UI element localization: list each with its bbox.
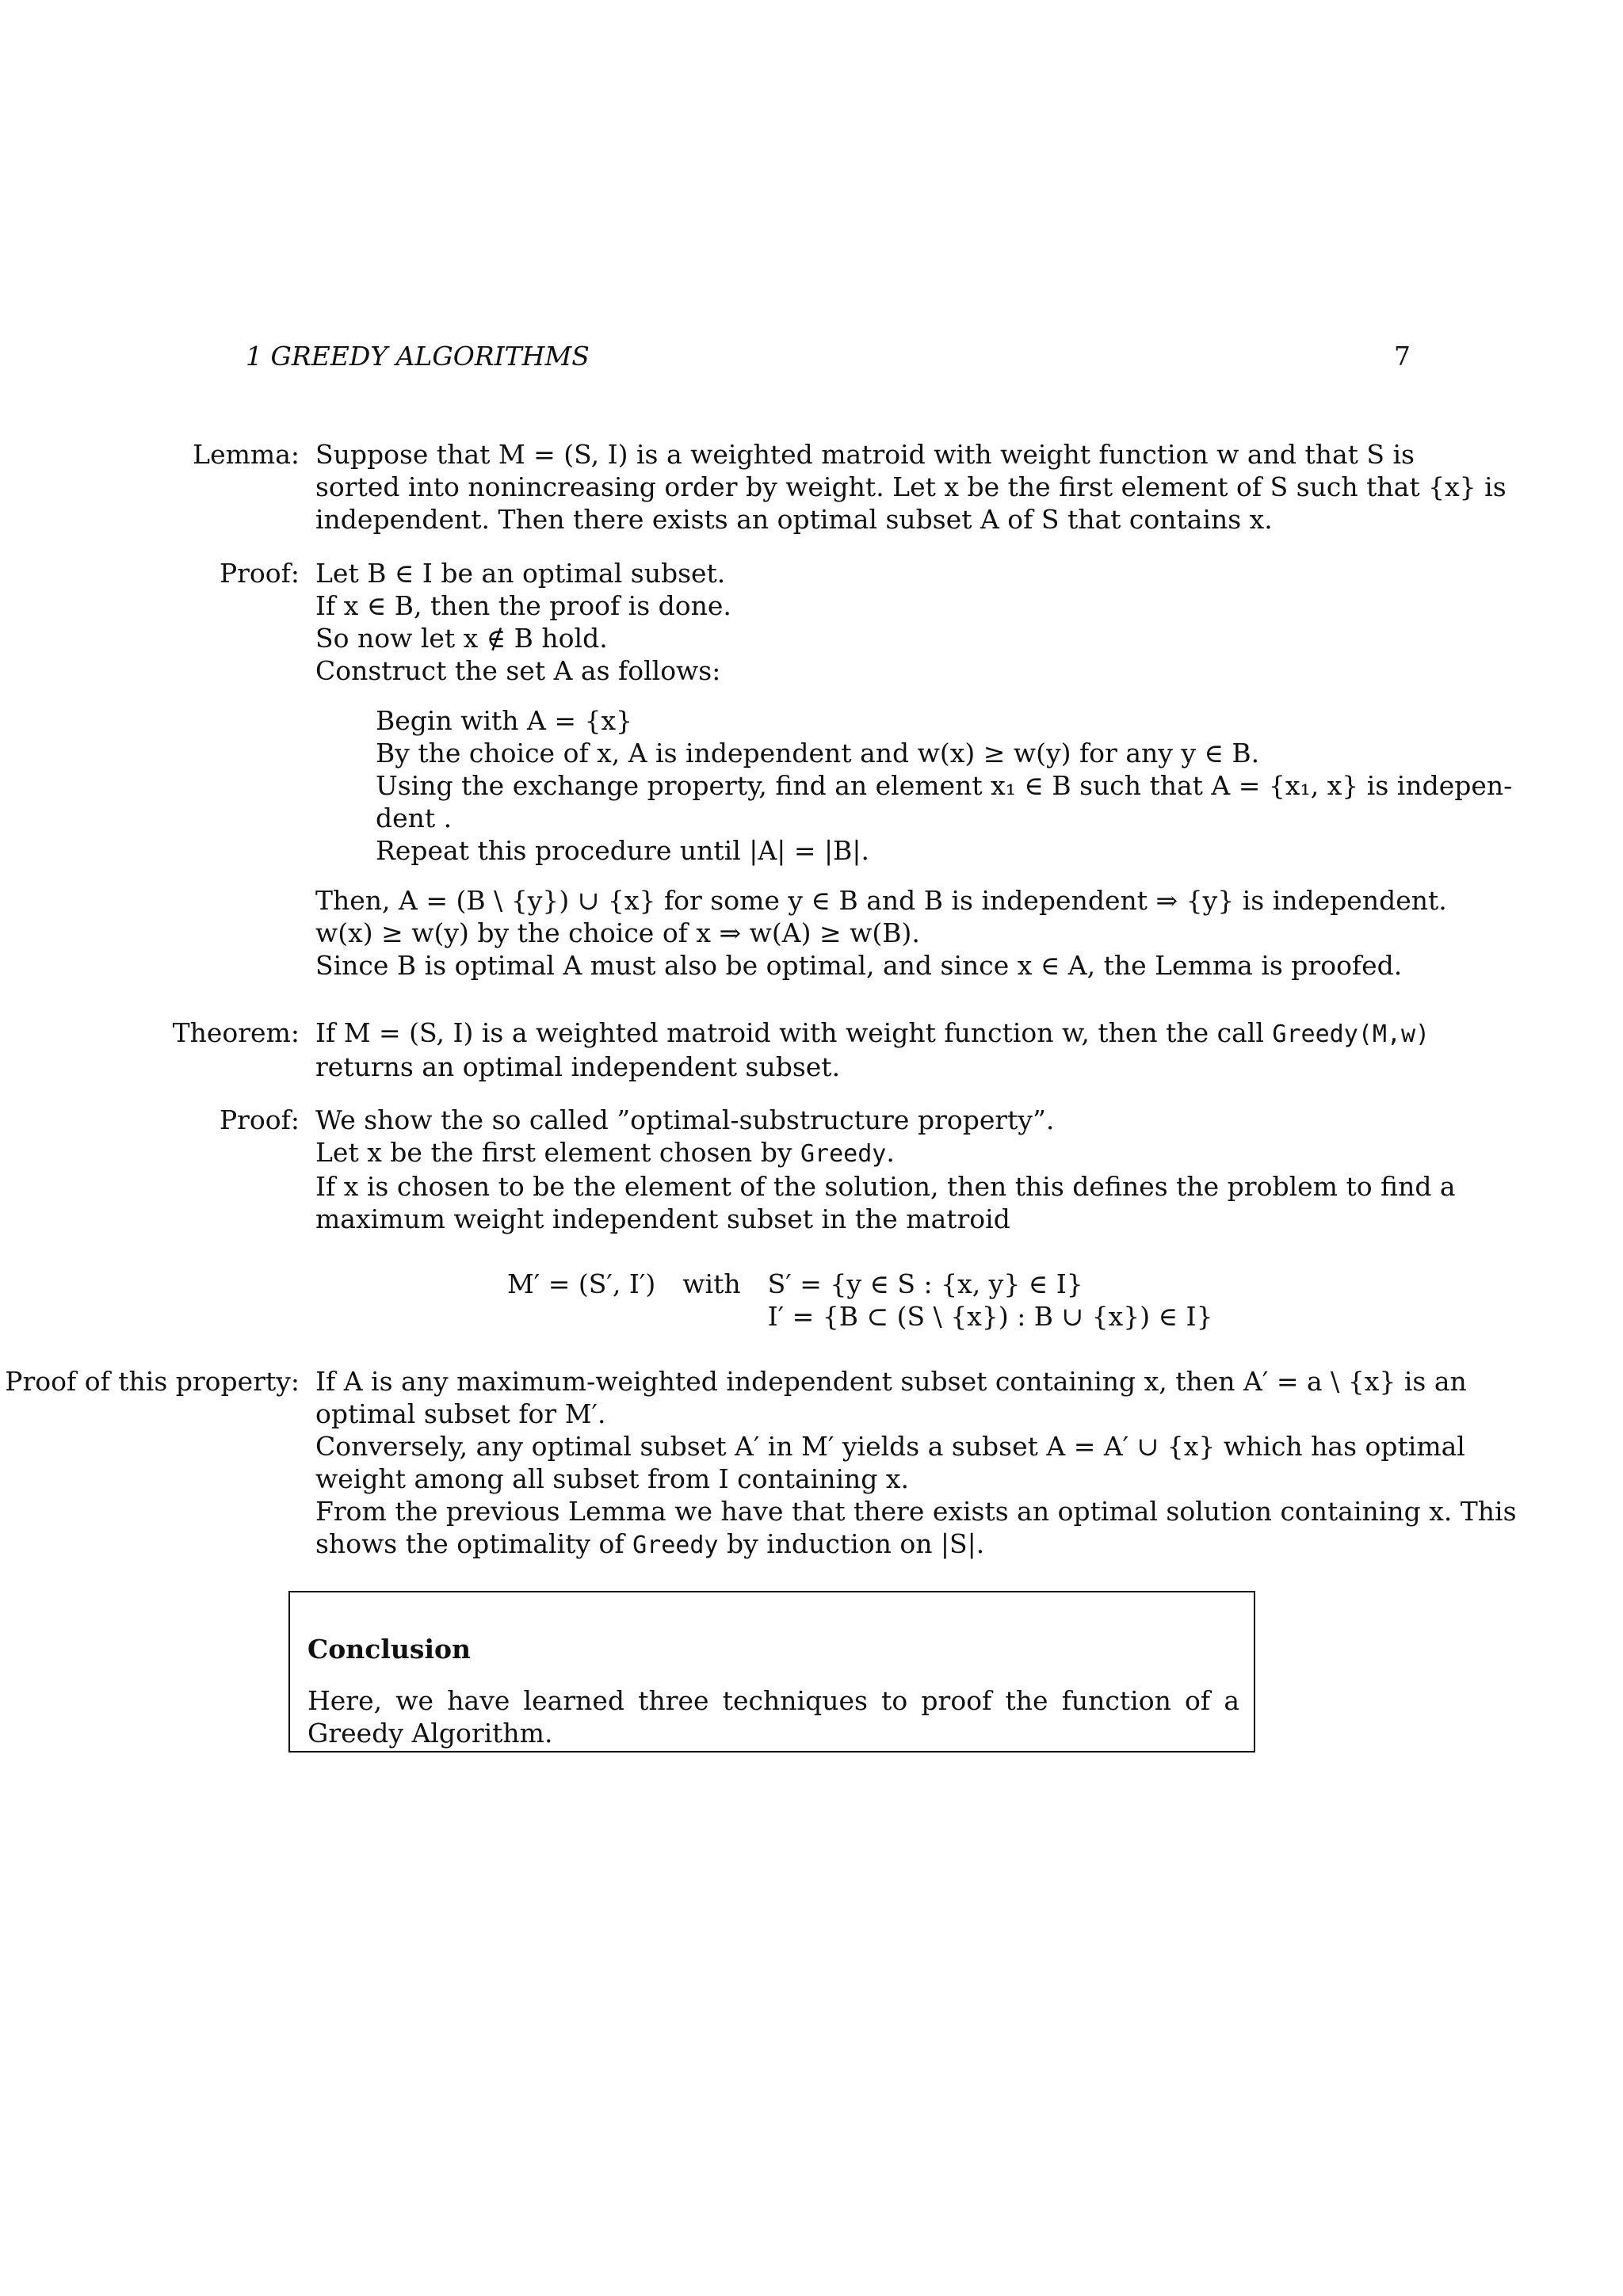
construction-steps: [376, 704, 1513, 867]
equation-with: with: [682, 1268, 741, 1299]
proof-line: w(x) ≥ w(y) by the choice of x ⇒ w(A) ≥ w(B).: [315, 917, 920, 948]
property-proof-label: Proof of this property:: [5, 1366, 300, 1397]
proof-line: maximum weight independent subset in the matroid: [315, 1203, 1010, 1234]
lemma-label: Lemma:: [193, 439, 300, 470]
lemma-body: [315, 438, 1507, 536]
theorem-body: [315, 1016, 1430, 1083]
proof-line: Then, A = (B \ {y}) ∪ {x} for some y ∈ B and B is independent ⇒ {y} is independent.: [315, 885, 1447, 916]
theorem-label: Theorem:: [172, 1017, 300, 1048]
proof-line: optimal subset for M′.: [315, 1398, 606, 1429]
conclusion-text: Here, we have learned three techniques to proof the function of a Greedy Algorithm.: [307, 1685, 1239, 1749]
proof-line: If x is chosen to be the element of the solution, then this defines the problem to find a: [315, 1171, 1456, 1202]
equation-rhs-2: I′ = {B ⊂ (S \ {x}) : B ∪ {x}) ∈ I}: [767, 1301, 1213, 1332]
step-line: Begin with A = {x}: [376, 705, 633, 736]
step-line: dent .: [376, 803, 453, 833]
proof-text: .: [886, 1137, 895, 1168]
proof-line: weight among all subset from I containing x.: [315, 1463, 909, 1494]
theorem-line: [315, 1016, 1430, 1051]
greedy-code: Greedy: [632, 1531, 719, 1559]
running-header: [246, 341, 1411, 372]
lemma-line: independent. Then there exists an optimal subset A of S that contains x.: [315, 504, 1273, 535]
proof-label: Proof:: [219, 1104, 300, 1135]
display-equation: [507, 1268, 1213, 1333]
step-line: By the choice of x, A is independent and w(x) ≥ w(y) for any y ∈ B.: [376, 738, 1260, 769]
proof-line: So now let x ∉ B hold.: [315, 623, 608, 654]
proof-text: by induction on |S|.: [718, 1528, 985, 1559]
proof-line: Since B is optimal A must also be optimal, and since x ∈ A, the Lemma is proofed.: [315, 950, 1403, 981]
proof-line: From the previous Lemma we have that there exists an optimal solution containing x. This: [315, 1496, 1517, 1527]
proof-body: [315, 557, 1513, 982]
proof-line: If x ∈ B, then the proof is done.: [315, 590, 731, 621]
proof-line: We show the so called ”optimal-substructure property”.: [315, 1104, 1055, 1135]
step-line: Using the exchange property, find an element x₁ ∈ B such that A = {x₁, x} is indepen-: [376, 770, 1513, 801]
theorem-line: returns an optimal independent subset.: [315, 1051, 841, 1082]
page-number: 7: [1394, 341, 1411, 372]
proof-text: Let x be the first element chosen by: [315, 1137, 800, 1168]
conclusion-title: Conclusion: [307, 1634, 472, 1665]
proof-label: Proof:: [219, 558, 300, 589]
step-line: Repeat this procedure until |A| = |B|.: [376, 835, 869, 866]
equation-lhs: M′ = (S′, I′): [507, 1268, 656, 1299]
greedy-call-code: Greedy(M,w): [1272, 1020, 1430, 1048]
proof-line: Conversely, any optimal subset A′ in M′ yields a subset A = A′ ∪ {x} which has optimal: [315, 1431, 1465, 1462]
proof2-body: [315, 1104, 1456, 1235]
proof-line: [315, 1527, 1411, 1562]
proof-text: shows the optimality of: [315, 1528, 633, 1559]
theorem-text: If M = (S, I) is a weighted matroid with weight function w, then the call: [315, 1017, 1273, 1048]
lemma-line: Suppose that M = (S, I) is a weighted matroid with weight function w and that S is: [315, 439, 1415, 470]
property-proof-body: [315, 1365, 1517, 1562]
proof-line: Let B ∈ I be an optimal subset.: [315, 558, 726, 589]
lemma-line: sorted into nonincreasing order by weight. Let x be the first element of S such that {x} is: [315, 471, 1507, 502]
proof-line: [315, 1136, 1411, 1170]
proof-line: If A is any maximum-weighted independent subset containing x, then A′ = a \ {x} is an: [315, 1366, 1467, 1397]
conclusion-box: [288, 1591, 1255, 1753]
proof-line: Construct the set A as follows:: [315, 655, 721, 686]
chapter-title: 1 GREEDY ALGORITHMS: [246, 341, 590, 372]
greedy-code: Greedy: [800, 1140, 887, 1168]
equation-rhs-1: S′ = {y ∈ S : {x, y} ∈ I}: [767, 1268, 1083, 1299]
